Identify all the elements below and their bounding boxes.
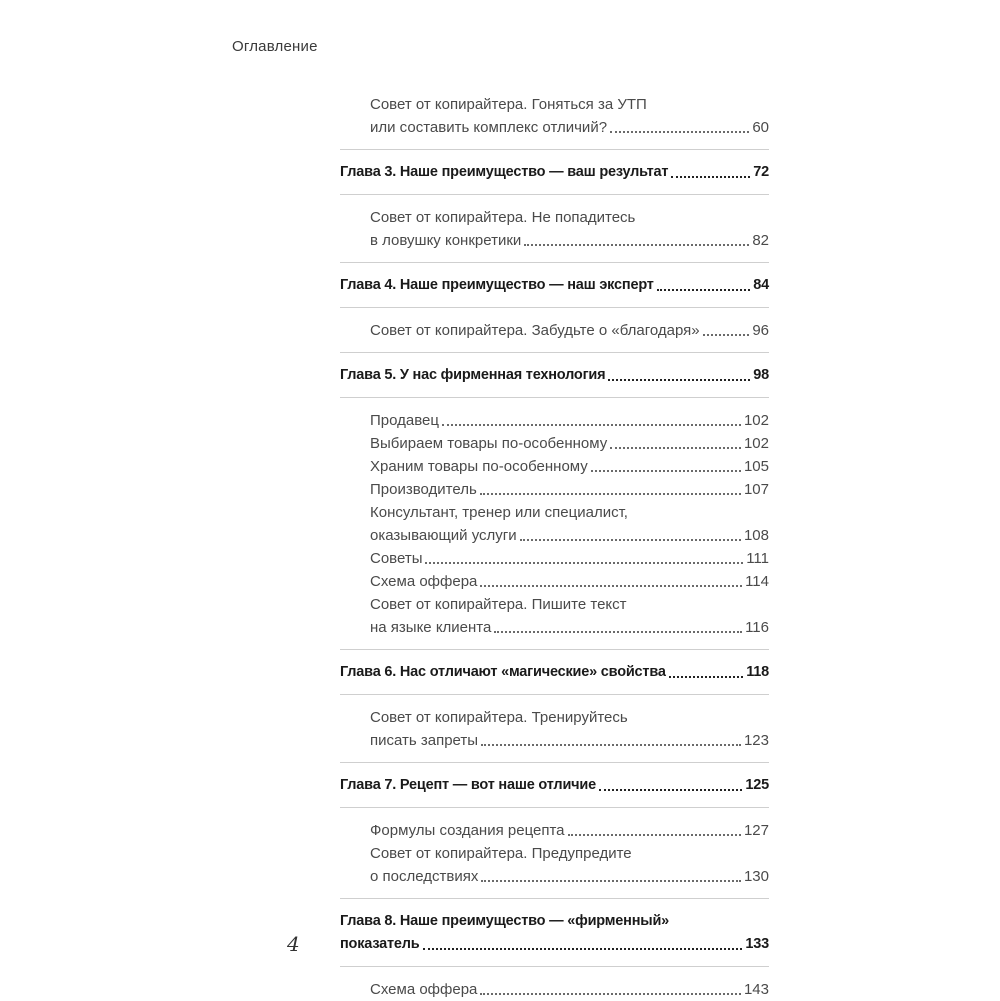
dot-leader <box>524 244 749 246</box>
toc-entry-subsection <box>340 819 769 842</box>
dot-leader <box>425 562 743 564</box>
section-divider <box>340 307 769 308</box>
dot-leader <box>669 676 743 678</box>
toc-entry-title: о последствиях <box>370 868 479 885</box>
toc-page-number: 123 <box>743 732 769 749</box>
dot-leader <box>520 539 741 541</box>
toc-entry-title: Продавец <box>370 412 439 429</box>
dot-leader <box>657 289 751 291</box>
dot-leader <box>494 631 742 633</box>
toc-entry-title: Глава 3. Наше преимущество — ваш результат <box>340 164 669 180</box>
toc-entry-title: или составить комплекс отличий? <box>370 119 608 136</box>
toc-entry-title: Производитель <box>370 481 477 498</box>
toc-entry-title: Глава 7. Рецепт — вот наше отличие <box>340 777 596 793</box>
toc-page-number: 107 <box>743 481 769 498</box>
toc-entry-subsection <box>340 706 769 752</box>
toc-entry-title-line: Консультант, тренер или специалист, <box>370 504 628 521</box>
toc-entry-title-line: Совет от копирайтера. Тренируйтесь <box>370 709 628 726</box>
toc-entry-subsection <box>340 593 769 639</box>
toc-entry-title: показатель <box>340 936 420 952</box>
toc-entry-subsection <box>340 978 769 1001</box>
toc-entry-title: Схема оффера <box>370 573 478 590</box>
dot-leader <box>671 176 750 178</box>
toc-page-number: 108 <box>743 527 769 544</box>
toc-entry-subsection <box>340 93 769 139</box>
toc-entry-title: Схема оффера <box>370 981 478 998</box>
toc-page-number: 98 <box>753 367 769 383</box>
toc-entry-chapter <box>340 910 769 956</box>
toc-page-number: 82 <box>752 232 769 249</box>
toc-page-number: 72 <box>753 164 769 180</box>
toc-page-number: 127 <box>743 822 769 839</box>
toc-page-number: 102 <box>743 412 769 429</box>
dot-leader <box>608 379 750 381</box>
table-of-contents <box>340 93 769 1001</box>
dot-leader <box>703 334 750 336</box>
dot-leader <box>480 493 741 495</box>
toc-entry-title-line: Совет от копирайтера. Пишите текст <box>370 596 627 613</box>
section-divider <box>340 649 769 650</box>
toc-entry-title: на языке клиента <box>370 619 492 636</box>
dot-leader <box>481 880 741 882</box>
toc-page-number: 114 <box>745 573 769 590</box>
toc-entry-subsection <box>340 478 769 501</box>
dot-leader <box>610 131 749 133</box>
section-divider <box>340 352 769 353</box>
section-divider <box>340 898 769 899</box>
page-number: 4 <box>287 932 300 956</box>
section-divider <box>340 762 769 763</box>
toc-entry-chapter <box>340 274 769 297</box>
toc-entry-subsection <box>340 409 769 432</box>
dot-leader <box>423 948 743 950</box>
toc-page-number: 118 <box>746 664 769 680</box>
toc-entry-title-line: Совет от копирайтера. Гоняться за УТП <box>370 96 647 113</box>
toc-page-number: 84 <box>753 277 769 293</box>
toc-entry-chapter <box>340 161 769 184</box>
dot-leader <box>480 993 741 995</box>
section-divider <box>340 262 769 263</box>
toc-entry-title: Глава 5. У нас фирменная технология <box>340 367 606 383</box>
toc-entry-title: писать запреты <box>370 732 479 749</box>
dot-leader <box>599 789 742 791</box>
toc-page-number: 143 <box>743 981 769 998</box>
toc-entry-title: Выбираем товары по-особенному <box>370 435 608 452</box>
toc-entry-subsection <box>340 570 769 593</box>
toc-entry-subsection <box>340 547 769 570</box>
toc-entry-title-line: Совет от копирайтера. Не попадитесь <box>370 209 636 226</box>
toc-entry-subsection <box>340 206 769 252</box>
dot-leader <box>591 470 741 472</box>
toc-page-number: 105 <box>743 458 769 475</box>
toc-entry-title: в ловушку конкретики <box>370 232 522 249</box>
dot-leader <box>568 834 741 836</box>
toc-entry-chapter <box>340 661 769 684</box>
toc-page-number: 102 <box>743 435 769 452</box>
toc-page-number: 96 <box>752 322 769 339</box>
toc-page-number: 111 <box>746 550 769 567</box>
toc-entry-chapter <box>340 774 769 797</box>
toc-page-number: 125 <box>745 777 769 793</box>
toc-entry-title: Глава 6. Нас отличают «магические» свойства <box>340 664 666 680</box>
toc-page-number: 60 <box>752 119 769 136</box>
toc-entry-title-line: Совет от копирайтера. Предупредите <box>370 845 632 862</box>
dot-leader <box>610 447 741 449</box>
toc-page-number: 133 <box>745 936 769 952</box>
toc-entry-chapter <box>340 364 769 387</box>
section-divider <box>340 397 769 398</box>
section-divider <box>340 149 769 150</box>
toc-entry-title-line: Глава 8. Наше преимущество — «фирменный» <box>340 913 670 929</box>
section-divider <box>340 194 769 195</box>
section-divider <box>340 807 769 808</box>
dot-leader <box>481 744 741 746</box>
running-head: Оглавление <box>232 38 318 55</box>
dot-leader <box>442 424 741 426</box>
toc-entry-title: оказывающий услуги <box>370 527 517 544</box>
toc-entry-subsection <box>340 319 769 342</box>
toc-entry-subsection <box>340 455 769 478</box>
toc-entry-title: Глава 4. Наше преимущество — наш эксперт <box>340 277 654 293</box>
toc-entry-title: Формулы создания рецепта <box>370 822 565 839</box>
toc-entry-subsection <box>340 432 769 455</box>
section-divider <box>340 694 769 695</box>
toc-entry-title: Советы <box>370 550 423 567</box>
toc-entry-title: Храним товары по-особенному <box>370 458 588 475</box>
toc-entry-title: Совет от копирайтера. Забудьте о «благодаря» <box>370 322 700 339</box>
toc-entry-subsection <box>340 501 769 547</box>
dot-leader <box>480 585 742 587</box>
section-divider <box>340 966 769 967</box>
toc-entry-subsection <box>340 842 769 888</box>
toc-page-number: 116 <box>745 619 769 636</box>
toc-page-number: 130 <box>743 868 769 885</box>
